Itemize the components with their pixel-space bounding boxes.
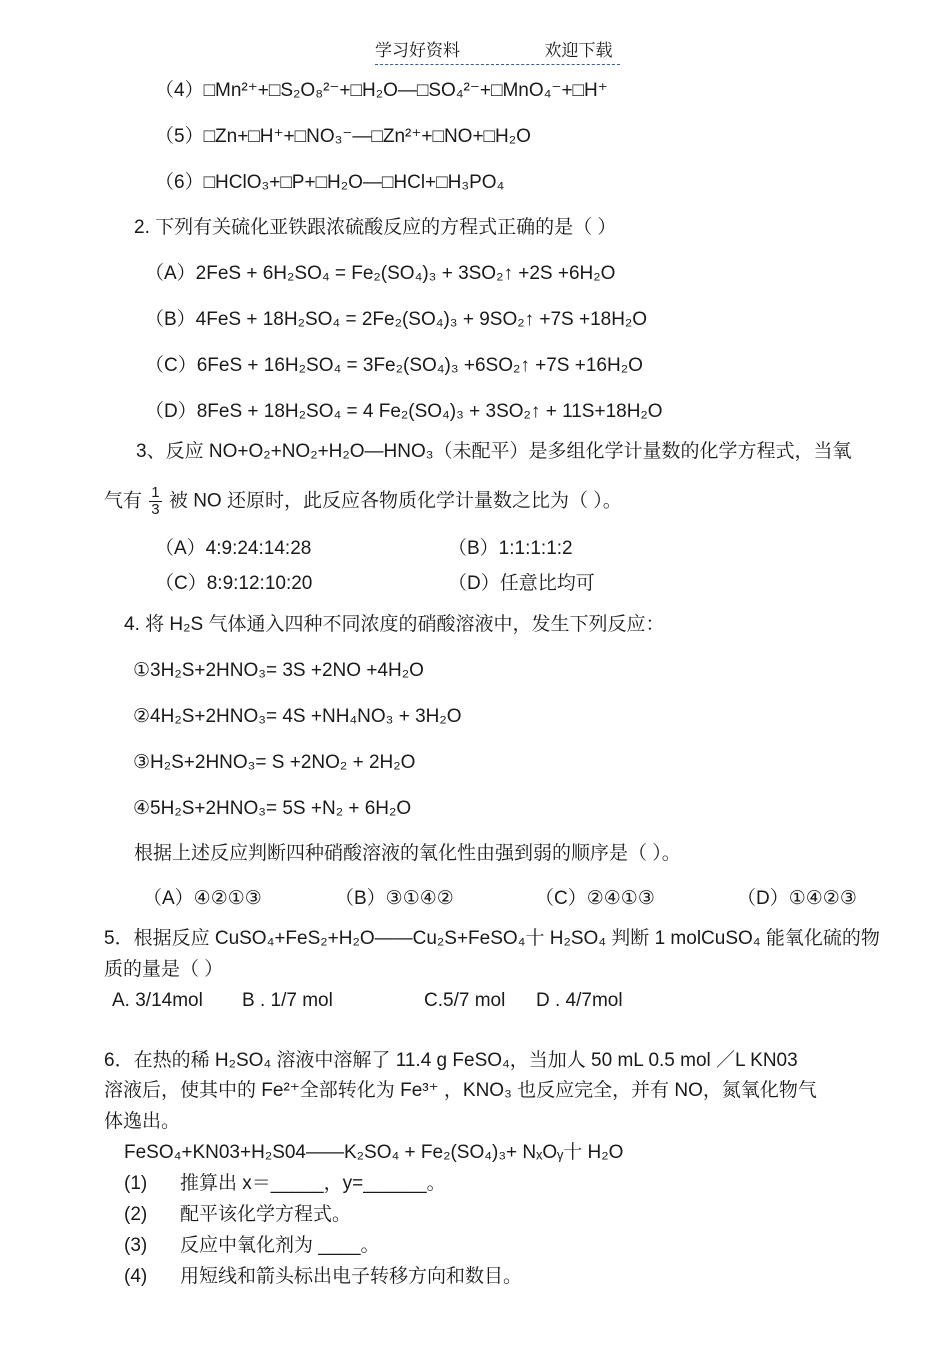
q3-line-1: 3、反应 NO+O₂+NO₂+H₂O—HNO₃（未配平）是多组化学计量数的化学方程式，当氧 xyxy=(136,441,852,462)
q4-reaction-2: ②4H₂S+2HNO₃= 4S +NH₄NO₃ + 3H₂O xyxy=(133,706,462,727)
q3-option-c: （C）8:9:12:10:20 xyxy=(155,573,313,594)
q2-option-a: （A）2FeS + 6H₂SO₄ = Fe₂(SO₄)₃ + 3SO₂↑ +2S +6H₂O xyxy=(145,263,616,284)
q6-sub-2-text: 配平该化学方程式。 xyxy=(180,1204,352,1225)
one-third-fraction xyxy=(149,485,161,518)
q5-option-c: C.5/7 mol xyxy=(424,990,506,1011)
q1-item-6: （6）□HClO₃+□P+□H₂O—□HCl+□H₃PO₄ xyxy=(155,172,505,193)
header-left-text: 学习好资料 xyxy=(375,41,460,60)
fraction-numerator: 1 xyxy=(151,484,160,501)
q6-equation: FeSO₄+KN03+H₂S04——K₂SO₄ + Fe₂(SO₄)₃+ NₓOᵧ十 H₂O xyxy=(124,1142,624,1163)
q6-sub-3-text: 反应中氧化剂为 ____。 xyxy=(180,1235,380,1256)
q2-option-b: （B）4FeS + 18H₂SO₄ = 2Fe₂(SO₄)₃ + 9SO₂↑ +7S +18H₂O xyxy=(145,309,648,330)
q4-reaction-3: ③H₂S+2HNO₃= S +2NO₂ + 2H₂O xyxy=(133,752,416,773)
header-right-text: 欢迎下载 xyxy=(544,41,613,60)
q5-line-1: 5．根据反应 CuSO₄+FeS₂+H₂O——Cu₂S+FeSO₄十 H₂SO₄ 判断 1 molCuSO₄ 能氧化硫的物 xyxy=(104,928,880,949)
q1-item-4: （4）□Mn²⁺+□S₂O₈²⁻+□H₂O—□SO₄²⁻+□MnO₄⁻+□H⁺ xyxy=(155,80,608,101)
q2-option-d: （D）8FeS + 18H₂SO₄ = 4 Fe₂(SO₄)₃ + 3SO₂↑ + 11S+18H₂O xyxy=(145,401,663,422)
q3-option-d: （D）任意比均可 xyxy=(448,573,595,594)
q6-sub-3-number: (3) xyxy=(124,1235,148,1256)
q3-option-a: （A）4:9:24:14:28 xyxy=(155,538,312,559)
fraction-denominator: 3 xyxy=(151,501,160,518)
q4-option-d: （D）①④②③ xyxy=(737,888,857,909)
q3-option-b: （B）1:1:1:1:2 xyxy=(448,538,573,559)
q6-sub-1-text: 推算出 x＝_____，y=______。 xyxy=(180,1173,446,1194)
q3-line-2-pre: 气有 xyxy=(104,490,143,512)
q6-sub-2-number: (2) xyxy=(124,1204,148,1225)
q6-line-3: 体逸出。 xyxy=(104,1111,181,1132)
q6-sub-4-text: 用短线和箭头标出电子转移方向和数目。 xyxy=(180,1266,523,1287)
q3-line-2-post: 被 NO 还原时，此反应各物质化学计量数之比为（ ）。 xyxy=(168,490,622,512)
q6-sub-1-number: (1) xyxy=(124,1173,148,1194)
q3-line-2 xyxy=(104,485,622,518)
q4-stem: 4. 将 H₂S 气体通入四种不同浓度的硝酸溶液中，发生下列反应： xyxy=(124,614,665,635)
q4-option-b: （B）③①④② xyxy=(335,888,454,909)
q5-option-b: B . 1/7 mol xyxy=(242,990,333,1011)
q1-item-5: （5）□Zn+□H⁺+□NO₃⁻—□Zn²⁺+□NO+□H₂O xyxy=(155,126,531,147)
q5-line-2: 质的量是（ ） xyxy=(104,959,224,980)
q5-option-a: A. 3/14mol xyxy=(112,990,203,1011)
q6-line-1: 6．在热的稀 H₂SO₄ 溶液中溶解了 11.4 g FeSO₄，当加人 50 mL 0.5 mol ／L KN03 xyxy=(104,1050,798,1071)
q4-option-c: （C）②④①③ xyxy=(535,888,655,909)
page-header xyxy=(375,40,620,65)
q4-reaction-1: ①3H₂S+2HNO₃= 3S +2NO +4H₂O xyxy=(133,660,424,681)
q6-line-2: 溶液后，使其中的 Fe²⁺全部转化为 Fe³⁺ ，KNO₃ 也反应完全，并有 NO，氮氧化物气 xyxy=(104,1080,817,1101)
q4-option-a: （A）④②①③ xyxy=(143,888,262,909)
q4-reaction-4: ④5H₂S+2HNO₃= 5S +N₂ + 6H₂O xyxy=(133,798,412,819)
q2-option-c: （C）6FeS + 16H₂SO₄ = 3Fe₂(SO₄)₃ +6SO₂↑ +7S +16H₂O xyxy=(145,355,643,376)
q5-option-d: D . 4/7mol xyxy=(536,990,623,1011)
q2-stem: 2. 下列有关硫化亚铁跟浓硫酸反应的方程式正确的是（ ） xyxy=(134,217,617,238)
q6-sub-4-number: (4) xyxy=(124,1266,148,1287)
q4-question: 根据上述反应判断四种硝酸溶液的氧化性由强到弱的顺序是（ ）。 xyxy=(134,843,681,864)
